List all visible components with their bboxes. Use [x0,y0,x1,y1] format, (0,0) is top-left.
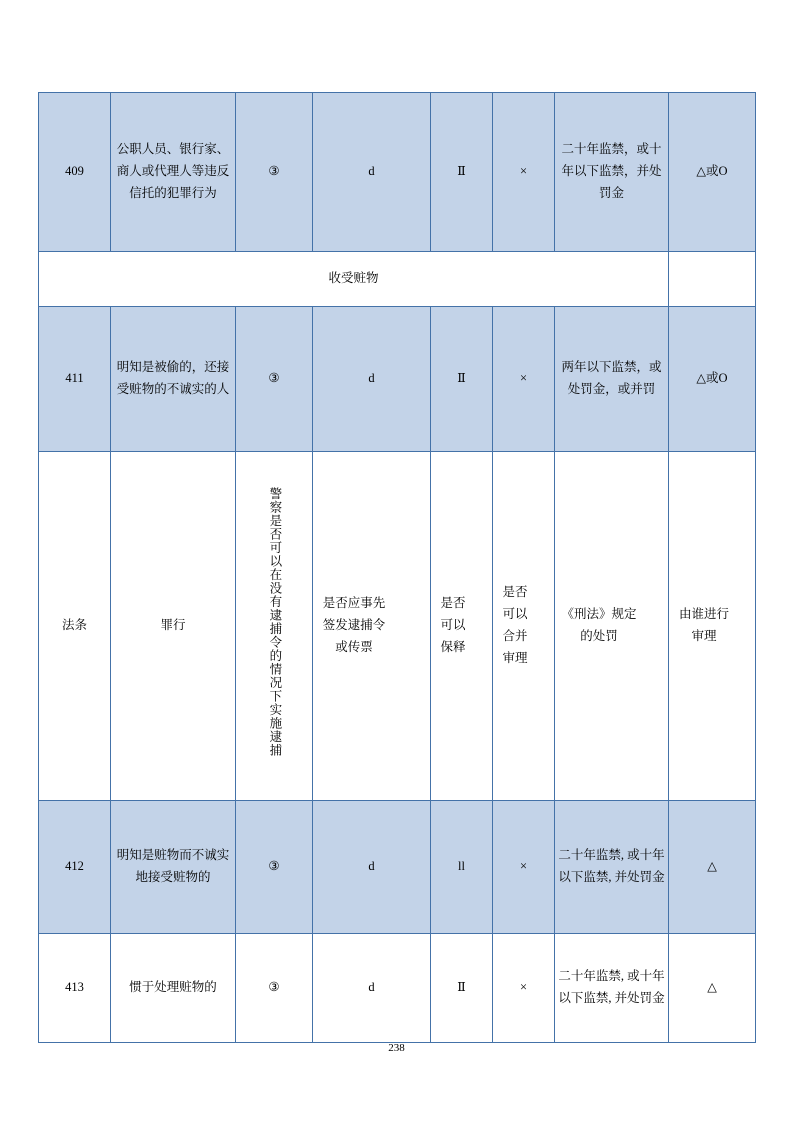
header-punishment-text: 《刑法》规定的处罚 [561,607,637,643]
cell-crime: 明知是赃物而不诚实地接受赃物的 [111,801,236,934]
cell-code: 409 [39,93,111,252]
cell-bailable: Ⅱ [431,93,493,252]
cell-bailable: Ⅱ [431,934,493,1043]
cell-code: 411 [39,307,111,452]
header-court-text: 由谁进行审理 [678,607,729,643]
table-section-row [39,252,756,307]
table-header-row [39,452,756,801]
header-arrest-without-warrant [236,452,313,801]
header-compoundable-text: 是否可以合并审理 [502,585,528,665]
header-arrest-text: 警察是否可以在没有逮捕令的情况下实施逮捕 [267,487,282,758]
header-court [669,452,756,801]
cell-code: 413 [39,934,111,1043]
cell-crime: 明知是被偷的，还接受赃物的不诚实的人 [111,307,236,452]
cell-court: △ [669,934,756,1043]
header-crime: 罪行 [111,452,236,801]
cell-court: △ [669,801,756,934]
cell-punishment: 两年以下监禁，或处罚金，或并罚 [555,307,669,452]
page-number: 238 [388,1042,405,1054]
cell-punishment: 二十年监禁, 或十年以下监禁, 并处罚金 [555,801,669,934]
cell-punishment: 二十年监禁, 或十年以下监禁, 并处罚金 [555,934,669,1043]
header-code: 法条 [39,452,111,801]
header-punishment [555,452,669,801]
cell-arrest: ③ [236,307,313,452]
cell-arrest: ③ [236,934,313,1043]
header-bailable [431,452,493,801]
cell-compoundable: × [493,93,555,252]
section-title: 收受赃物 [39,252,669,307]
cell-warrant: d [313,934,431,1043]
cell-code: 412 [39,801,111,934]
cell-warrant: d [313,307,431,452]
cell-compoundable: × [493,934,555,1043]
table-row [39,307,756,452]
header-warrant-text: 是否应事先签发逮捕令或传票 [322,596,386,654]
header-bailable-text: 是否可以保释 [440,596,466,654]
header-compoundable [493,452,555,801]
cell-court: △或O [669,93,756,252]
table-row [39,801,756,934]
table-row [39,93,756,252]
cell-crime: 惯于处理赃物的 [111,934,236,1043]
cell-court: △或O [669,307,756,452]
section-empty-cell [669,252,756,307]
cell-bailable: Ⅱ [431,307,493,452]
cell-warrant: d [313,801,431,934]
header-warrant-or-summons [313,452,431,801]
cell-bailable: ll [431,801,493,934]
cell-warrant: d [313,93,431,252]
cell-arrest: ③ [236,801,313,934]
cell-compoundable: × [493,307,555,452]
cell-compoundable: × [493,801,555,934]
offences-table [38,92,756,1043]
table-row [39,934,756,1043]
cell-arrest: ③ [236,93,313,252]
cell-crime: 公职人员、银行家、商人或代理人等违反信托的犯罪行为 [111,93,236,252]
cell-punishment: 二十年监禁，或十年以下监禁，并处罚金 [555,93,669,252]
